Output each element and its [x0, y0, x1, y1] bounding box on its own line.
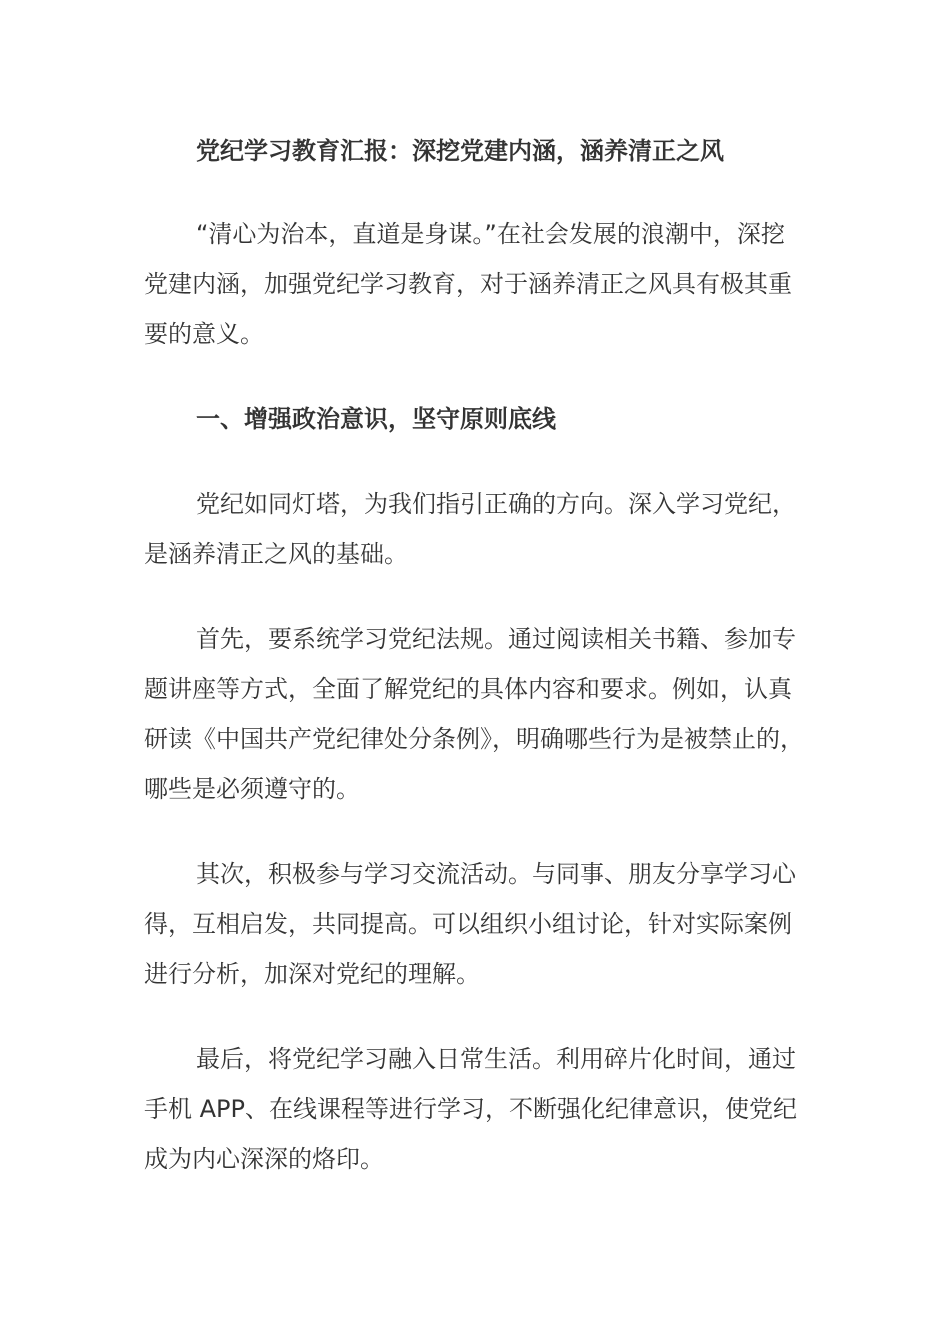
spacer [144, 174, 808, 209]
section1-paragraph-1: 党纪如同灯塔，为我们指引正确的方向。深入学习党纪，是涵养清正之风的基础。 [144, 490, 796, 568]
section1-paragraph-2: 首先，要系统学习党纪法规。通过阅读相关书籍、参加专题讲座等方式，全面了解党纪的具体内容和要求。例如，认真研读《中国共产党纪律处分条例》，明确哪些行为是被禁止的，哪些是必须遵守的。 [144, 625, 804, 803]
spacer [144, 814, 808, 849]
spacer [144, 359, 808, 394]
spacer [144, 579, 808, 614]
section1-paragraph-4: 最后，将党纪学习融入日常生活。利用碎片化时间，通过手机 APP、在线课程等进行学习，不断强化纪律意识，使党纪成为内心深深的烙印。 [144, 1045, 797, 1173]
intro-paragraph: “清心为治本，直道是身谋。”在社会发展的浪潮中，深挖党建内涵，加强党纪学习教育，对于涵养清正之风具有极其重要的意义。 [144, 220, 792, 348]
spacer [144, 444, 808, 479]
document-body [144, 128, 808, 1184]
section1-paragraph-3: 其次，积极参与学习交流活动。与同事、朋友分享学习心得，互相启发，共同提高。可以组织小组讨论，针对实际案例进行分析，加深对党纪的理解。 [144, 860, 796, 988]
document-title: 党纪学习教育汇报：深挖党建内涵，涵养清正之风 [196, 137, 724, 165]
section-heading-1: 一、增强政治意识，坚守原则底线 [196, 405, 556, 433]
spacer [144, 999, 808, 1034]
